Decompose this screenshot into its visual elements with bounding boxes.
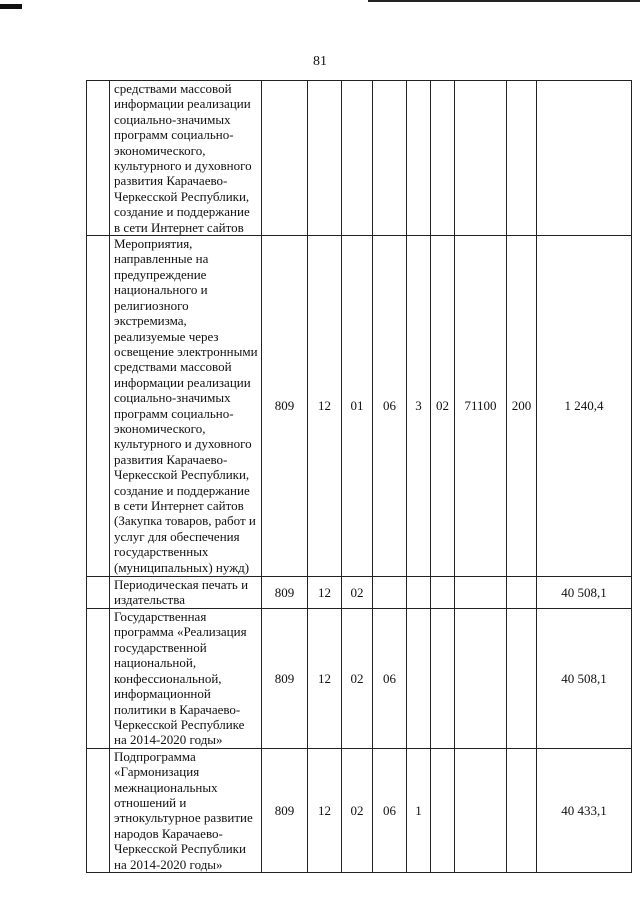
cell-ved: 809 bbox=[262, 577, 308, 609]
cell-vr bbox=[507, 748, 537, 872]
cell-sum: 40 433,1 bbox=[537, 748, 632, 872]
cell-vr bbox=[507, 577, 537, 609]
cell-sum bbox=[537, 81, 632, 236]
cell-cs1 bbox=[373, 81, 407, 236]
cell-ved: 809 bbox=[262, 609, 308, 749]
cell-cs3 bbox=[431, 577, 455, 609]
cell-cs2: 3 bbox=[407, 236, 431, 577]
row-description: Мероприятия, направленные на предупреждение национального и религиозного экстремизма, реализуемые через освещение электронными средствами массовой информации реализации социально-значимых программ социально-экономического, культурного и духовного развития Карачаево-Черкесской Республики, создание и поддержание в сети Интернет сайтов (Закупка товаров, работ и услуг для обеспечения государственных (муниципальных) нужд) bbox=[110, 236, 262, 577]
cell-cs3 bbox=[431, 609, 455, 749]
cell-sum: 1 240,4 bbox=[537, 236, 632, 577]
cell-cs3 bbox=[431, 748, 455, 872]
blank-cell bbox=[87, 81, 110, 236]
cell-cs3: 02 bbox=[431, 236, 455, 577]
row-description: Периодическая печать и издательства bbox=[110, 577, 262, 609]
cell-pr: 02 bbox=[342, 748, 373, 872]
cell-vr: 200 bbox=[507, 236, 537, 577]
cell-ved: 809 bbox=[262, 236, 308, 577]
cell-pr: 01 bbox=[342, 236, 373, 577]
cell-pr: 02 bbox=[342, 577, 373, 609]
cell-cs1 bbox=[373, 577, 407, 609]
blank-cell bbox=[87, 236, 110, 577]
table-row bbox=[87, 748, 632, 872]
cell-vr bbox=[507, 609, 537, 749]
table-row bbox=[87, 577, 632, 609]
blank-cell bbox=[87, 748, 110, 872]
cell-rz bbox=[308, 81, 342, 236]
row-description: Государственная программа «Реализация государственной национальной, конфессиональной, информационной политики в Карачаево-Черкесской Республике на 2014-2020 годы» bbox=[110, 609, 262, 749]
cell-cs4 bbox=[455, 81, 507, 236]
blank-cell bbox=[87, 577, 110, 609]
cell-vr bbox=[507, 81, 537, 236]
row-description: средствами массовой информации реализации социально-значимых программ социально-экономического, культурного и духовного развития Карачаево-Черкесской Республики, создание и поддержание в сети Интернет сайтов bbox=[110, 81, 262, 236]
cell-ved bbox=[262, 81, 308, 236]
cell-ved: 809 bbox=[262, 748, 308, 872]
cell-cs4 bbox=[455, 577, 507, 609]
cell-cs2 bbox=[407, 577, 431, 609]
table-row bbox=[87, 236, 632, 577]
cell-cs2 bbox=[407, 609, 431, 749]
cell-cs3 bbox=[431, 81, 455, 236]
budget-table bbox=[86, 80, 632, 873]
cell-sum: 40 508,1 bbox=[537, 609, 632, 749]
cell-rz: 12 bbox=[308, 748, 342, 872]
table-row bbox=[87, 81, 632, 236]
cell-rz: 12 bbox=[308, 609, 342, 749]
corner-mark bbox=[0, 4, 22, 9]
cell-cs2 bbox=[407, 81, 431, 236]
cell-cs4 bbox=[455, 609, 507, 749]
cell-cs1: 06 bbox=[373, 609, 407, 749]
cell-cs2: 1 bbox=[407, 748, 431, 872]
cell-rz: 12 bbox=[308, 236, 342, 577]
row-description: Подпрограмма «Гармонизация межнациональных отношений и этнокультурное развитие народов Карачаево-Черкесской Республики на 2014-2020 годы» bbox=[110, 748, 262, 872]
table-row bbox=[87, 609, 632, 749]
cell-cs1: 06 bbox=[373, 748, 407, 872]
cell-cs4: 71100 bbox=[455, 236, 507, 577]
blank-cell bbox=[87, 609, 110, 749]
cell-cs4 bbox=[455, 748, 507, 872]
top-rule bbox=[368, 0, 640, 2]
cell-pr bbox=[342, 81, 373, 236]
cell-pr: 02 bbox=[342, 609, 373, 749]
cell-cs1: 06 bbox=[373, 236, 407, 577]
cell-rz: 12 bbox=[308, 577, 342, 609]
cell-sum: 40 508,1 bbox=[537, 577, 632, 609]
page-number: 81 bbox=[313, 54, 327, 69]
